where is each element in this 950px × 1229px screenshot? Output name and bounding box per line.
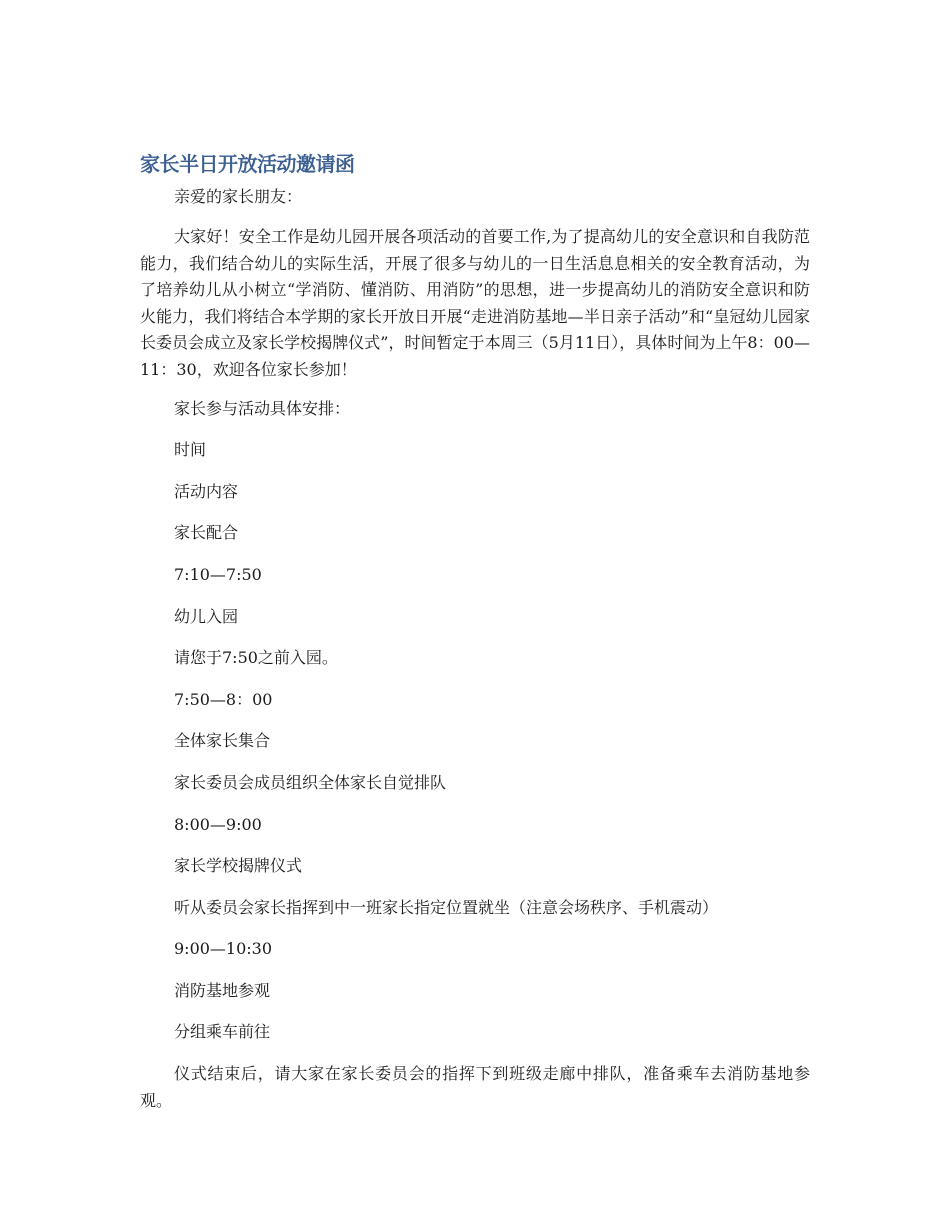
schedule-item: 8:00—9:00 <box>174 814 262 834</box>
schedule-item: 家长配合 <box>174 523 239 543</box>
schedule-item: 家长委员会成员组织全体家长自觉排队 <box>174 772 447 792</box>
intro-paragraph: 大家好！安全工作是幼儿园开展各项活动的首要工作,为了提高幼儿的安全意识和自我防范能力，我们结合幼儿的实际生活，开展了很多与幼儿的一日生活息息相关的安全教育活动，为了培养幼儿从小树立“学消防、懂消防、用消防”的思想，进一步提高幼儿的消防安全意识和防火能力，我们将结合本学期的家长开放日开展“走进消防基地—半日亲子活动”和“皇冠幼儿园家长委员会成立及家长学校揭牌仪式”，时间暂定于本周三（5月11日），具体时间为上午8：00—11：30，欢迎各位家长参加！ <box>140 227 810 379</box>
document-title: 家长半日开放活动邀请函 <box>140 152 355 176</box>
schedule-item: 活动内容 <box>174 481 239 501</box>
document-page <box>140 150 810 1114</box>
schedule-item: 家长学校揭牌仪式 <box>174 856 303 876</box>
schedule-item: 分组乘车前往 <box>174 1022 271 1042</box>
greeting: 亲爱的家长朋友： <box>174 187 303 206</box>
schedule-item: 7:50—8：00 <box>174 689 273 709</box>
schedule-item: 听从委员会家长指挥到中一班家长指定位置就坐（注意会场秩序、手机震动） <box>174 897 719 917</box>
schedule-item: 7:10—7:50 <box>174 564 262 584</box>
closing-paragraph: 仪式结束后，请大家在家长委员会的指挥下到班级走廊中排队，准备乘车去消防基地参观。 <box>140 1064 810 1110</box>
schedule-item: 全体家长集合 <box>174 731 271 751</box>
schedule-item: 时间 <box>174 440 207 460</box>
schedule-item: 消防基地参观 <box>174 980 271 1000</box>
schedule-item: 请您于7:50之前入园。 <box>174 648 338 668</box>
schedule-item: 9:00—10:30 <box>174 939 273 959</box>
schedule-item: 幼儿入园 <box>174 606 239 626</box>
schedule-heading: 家长参与活动具体安排： <box>174 398 351 418</box>
